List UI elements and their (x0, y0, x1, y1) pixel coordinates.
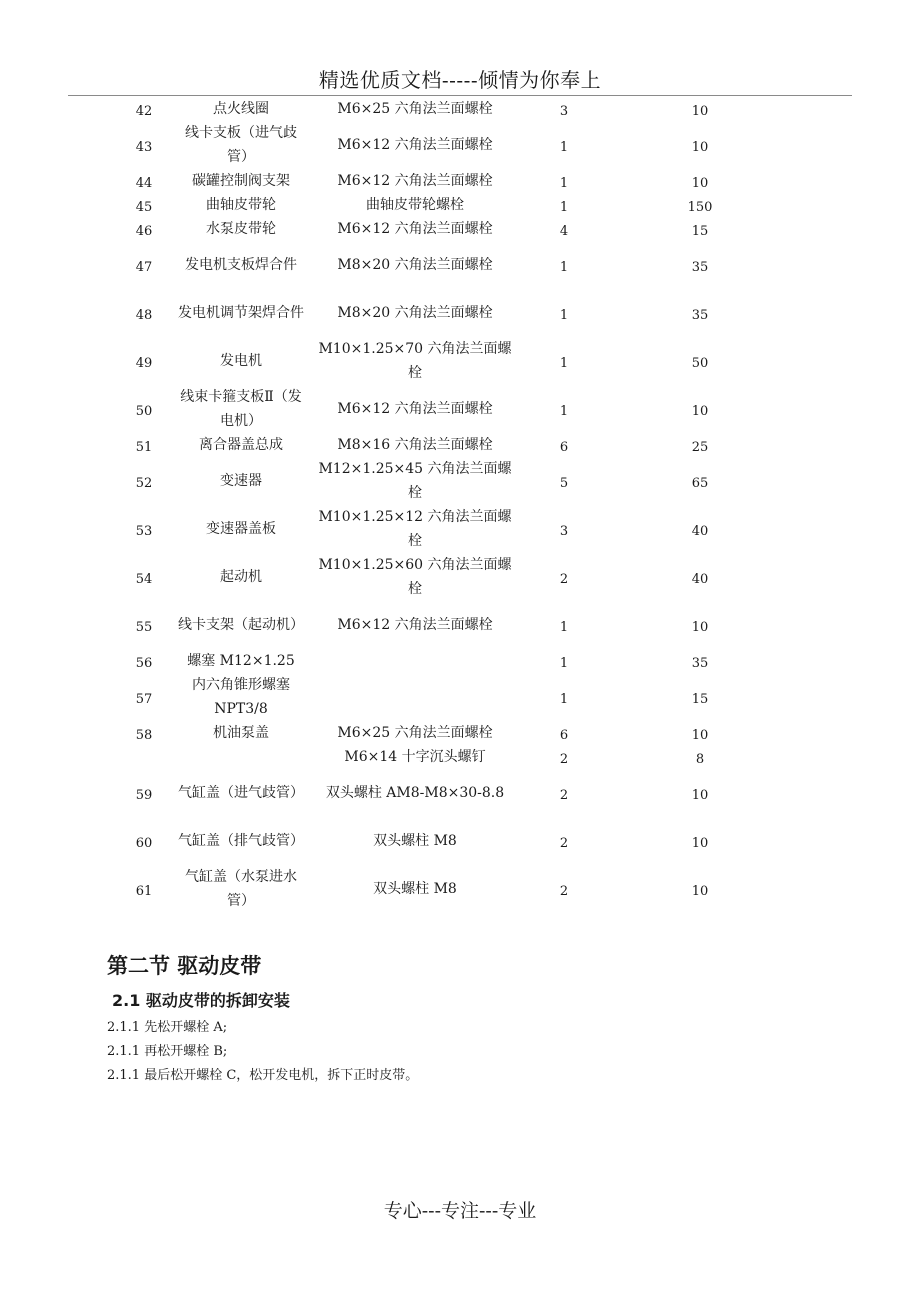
torque-value (660, 169, 740, 193)
quantity (536, 457, 592, 505)
torque-value-text: 35 (691, 308, 709, 323)
quantity (536, 553, 592, 601)
quantity-text: 2 (559, 572, 569, 587)
fastener-spec (312, 553, 518, 601)
part-name-text: 线束卡箍支板Ⅱ（发电机） (180, 389, 302, 429)
torque-value-text: 10 (691, 788, 709, 803)
torque-value-text: 10 (691, 620, 709, 635)
quantity-text: 5 (559, 476, 569, 491)
table-row (0, 601, 920, 649)
page-footer: 专心---专注---专业 (383, 1200, 537, 1222)
part-name-text: 气缸盖（进气歧管） (178, 785, 304, 801)
fastener-spec-text: M10×1.25×12 六角法兰面螺栓 (318, 509, 512, 549)
part-name-text: 机油泵盖 (213, 725, 269, 741)
torque-value-text: 50 (691, 356, 709, 371)
quantity (536, 337, 592, 385)
table-row (0, 217, 920, 241)
torque-value (660, 865, 740, 913)
row-number-text: 51 (135, 440, 153, 455)
torque-value-text: 10 (691, 104, 709, 119)
row-number-text: 55 (135, 620, 153, 635)
part-name (178, 721, 304, 745)
part-name (178, 865, 304, 913)
torque-value (660, 217, 740, 241)
fastener-spec (312, 457, 518, 505)
torque-value (660, 193, 740, 217)
part-name-text: 线卡支板（进气歧管） (185, 125, 297, 165)
fastener-spec-text: 曲轴皮带轮螺栓 (366, 197, 464, 213)
fastener-spec (312, 865, 518, 913)
row-number-text: 58 (135, 728, 153, 743)
fastener-spec-text: M8×16 六角法兰面螺栓 (337, 437, 493, 453)
torque-value (660, 505, 740, 553)
quantity-text: 4 (559, 224, 569, 239)
part-name (178, 169, 304, 193)
part-name-text: 变速器 (220, 473, 262, 489)
step-1: 2.1.1 先松开螺栓 A; (107, 1020, 228, 1035)
torque-value-text: 10 (691, 140, 709, 155)
fastener-spec-text: M6×25 六角法兰面螺栓 (337, 725, 493, 741)
torque-value-text: 40 (691, 524, 709, 539)
row-number (118, 97, 170, 121)
torque-value (660, 553, 740, 601)
row-number (118, 601, 170, 649)
torque-value-text: 35 (691, 260, 709, 275)
part-name (178, 649, 304, 673)
quantity-text: 1 (559, 620, 569, 635)
row-number-text: 53 (135, 524, 153, 539)
table-row (0, 769, 920, 817)
quantity-text: 2 (559, 884, 569, 899)
row-number-text: 46 (135, 224, 153, 239)
part-name-text: 起动机 (220, 569, 262, 585)
table-row (0, 649, 920, 673)
fastener-spec-text: M6×14 十字沉头螺钉 (344, 749, 486, 765)
part-name (178, 433, 304, 457)
fastener-spec (312, 385, 518, 433)
part-name (178, 97, 304, 121)
part-name (178, 745, 304, 769)
table-row (0, 385, 920, 433)
table-row (0, 193, 920, 217)
row-number-text: 54 (135, 572, 153, 587)
fastener-spec-text: M12×1.25×45 六角法兰面螺栓 (318, 461, 512, 501)
part-name (178, 217, 304, 241)
row-number (118, 121, 170, 169)
quantity (536, 769, 592, 817)
quantity (536, 217, 592, 241)
fastener-spec (312, 721, 518, 745)
row-number (118, 385, 170, 433)
table-row (0, 169, 920, 193)
quantity-text: 1 (559, 200, 569, 215)
torque-value-text: 15 (691, 224, 709, 239)
fastener-spec (312, 769, 518, 817)
torque-value-text: 8 (695, 752, 705, 767)
table-row (0, 817, 920, 865)
row-number-text: 49 (135, 356, 153, 371)
table-row (0, 673, 920, 721)
fastener-spec (312, 745, 518, 769)
fastener-spec (312, 241, 518, 289)
fastener-spec-text: M10×1.25×60 六角法兰面螺栓 (318, 557, 512, 597)
header-rule (68, 95, 852, 96)
table-row (0, 865, 920, 913)
fastener-spec (312, 193, 518, 217)
row-number (118, 337, 170, 385)
quantity (536, 649, 592, 673)
fastener-spec (312, 217, 518, 241)
torque-value-text: 35 (691, 656, 709, 671)
part-name (178, 769, 304, 817)
part-name (178, 241, 304, 289)
row-number (118, 745, 170, 769)
fastener-spec-text: 双头螺柱 AM8-M8×30-8.8 (325, 785, 505, 801)
row-number (118, 169, 170, 193)
row-number (118, 217, 170, 241)
table-row (0, 241, 920, 289)
fastener-spec (312, 169, 518, 193)
row-number-text: 43 (135, 140, 153, 155)
table-row (0, 457, 920, 505)
fastener-spec-text: M6×12 六角法兰面螺栓 (337, 221, 493, 237)
row-number (118, 457, 170, 505)
quantity-text: 6 (559, 728, 569, 743)
quantity (536, 193, 592, 217)
torque-value (660, 769, 740, 817)
fastener-spec (312, 289, 518, 337)
part-name-text: 发电机调节架焊合件 (178, 305, 304, 321)
fastener-spec (312, 817, 518, 865)
row-number (118, 193, 170, 217)
quantity-text: 1 (559, 140, 569, 155)
part-name-text: 变速器盖板 (206, 521, 276, 537)
torque-value (660, 385, 740, 433)
table-row (0, 433, 920, 457)
table-row (0, 505, 920, 553)
part-name-text: 线卡支架（起动机） (178, 617, 304, 633)
torque-value (660, 817, 740, 865)
fastener-spec-text: M8×20 六角法兰面螺栓 (337, 305, 493, 321)
table-row (0, 553, 920, 601)
quantity (536, 289, 592, 337)
row-number (118, 865, 170, 913)
torque-value-text: 10 (691, 404, 709, 419)
quantity-text: 2 (559, 836, 569, 851)
torque-value-text: 10 (691, 884, 709, 899)
row-number (118, 769, 170, 817)
quantity-text: 2 (559, 752, 569, 767)
quantity (536, 121, 592, 169)
torque-value-text: 40 (691, 572, 709, 587)
subsection-title: 2.1 驱动皮带的拆卸安装 (112, 991, 290, 1010)
part-name (178, 193, 304, 217)
torque-value-text: 65 (691, 476, 709, 491)
quantity-text: 3 (559, 104, 569, 119)
row-number-text: 61 (135, 884, 153, 899)
row-number-text: 57 (135, 692, 153, 707)
quantity-text: 1 (559, 356, 569, 371)
table-row (0, 97, 920, 121)
fastener-spec (312, 337, 518, 385)
torque-value (660, 121, 740, 169)
table-row (0, 289, 920, 337)
torque-value (660, 433, 740, 457)
torque-value-text: 25 (691, 440, 709, 455)
torque-value (660, 457, 740, 505)
part-name-text: 离合器盖总成 (199, 437, 283, 453)
row-number-text: 59 (135, 788, 153, 803)
row-number-text: 60 (135, 836, 153, 851)
fastener-spec-text: M6×25 六角法兰面螺栓 (337, 101, 493, 117)
section-title: 第二节 驱动皮带 (107, 954, 262, 978)
table-row (0, 121, 920, 169)
fastener-spec (312, 97, 518, 121)
torque-value (660, 337, 740, 385)
fastener-spec (312, 673, 518, 721)
fastener-spec-text: M10×1.25×70 六角法兰面螺栓 (318, 341, 512, 381)
page-header: 精选优质文档-----倾情为你奉上 (318, 68, 602, 92)
part-name-text: 水泵皮带轮 (206, 221, 276, 237)
quantity (536, 433, 592, 457)
torque-value-text: 15 (691, 692, 709, 707)
part-name (178, 121, 304, 169)
quantity (536, 241, 592, 289)
part-name (178, 673, 304, 721)
torque-value (660, 745, 740, 769)
torque-value (660, 289, 740, 337)
part-name-text: 螺塞 M12×1.25 (187, 653, 295, 669)
torque-value (660, 241, 740, 289)
part-name (178, 457, 304, 505)
fastener-spec (312, 433, 518, 457)
row-number (118, 433, 170, 457)
part-name-text: 发电机 (220, 353, 262, 369)
quantity (536, 673, 592, 721)
row-number (118, 649, 170, 673)
row-number-text: 47 (135, 260, 153, 275)
part-name-text: 发电机支板焊合件 (185, 257, 297, 273)
step-3: 2.1.1 最后松开螺栓 C，松开发电机，拆下正时皮带。 (107, 1068, 419, 1083)
fastener-spec-text: 双头螺柱 M8 (373, 881, 457, 897)
quantity-text: 1 (559, 308, 569, 323)
part-name-text: 气缸盖（排气歧管） (178, 833, 304, 849)
row-number-text: 45 (135, 200, 153, 215)
quantity-text: 6 (559, 440, 569, 455)
part-name (178, 817, 304, 865)
quantity (536, 601, 592, 649)
torque-value (660, 649, 740, 673)
torque-value (660, 97, 740, 121)
quantity-text: 3 (559, 524, 569, 539)
fastener-spec-text: M6×12 六角法兰面螺栓 (337, 617, 493, 633)
row-number (118, 289, 170, 337)
row-number-text: 44 (135, 176, 153, 191)
row-number (118, 721, 170, 745)
fastener-spec-text: M6×12 六角法兰面螺栓 (337, 173, 493, 189)
row-number (118, 241, 170, 289)
part-name-text: 曲轴皮带轮 (206, 197, 276, 213)
quantity (536, 817, 592, 865)
row-number-text: 42 (135, 104, 153, 119)
fastener-spec (312, 505, 518, 553)
torque-value-text: 10 (691, 176, 709, 191)
fastener-spec-text: M6×12 六角法兰面螺栓 (337, 137, 493, 153)
part-name-text: 点火线圈 (213, 101, 269, 117)
row-number-text: 52 (135, 476, 153, 491)
quantity-text: 2 (559, 788, 569, 803)
table-row (0, 721, 920, 745)
part-name (178, 553, 304, 601)
part-name (178, 385, 304, 433)
part-name-text: 气缸盖（水泵进水管） (185, 869, 297, 909)
row-number-text: 56 (135, 656, 153, 671)
row-number-text: 50 (135, 404, 153, 419)
fastener-spec-text: 双头螺柱 M8 (373, 833, 457, 849)
quantity (536, 97, 592, 121)
row-number (118, 673, 170, 721)
part-name-text: 碳罐控制阀支架 (192, 173, 290, 189)
row-number-text: 48 (135, 308, 153, 323)
quantity (536, 865, 592, 913)
torque-value (660, 601, 740, 649)
part-name (178, 337, 304, 385)
parts-table (0, 97, 920, 913)
fastener-spec-text: M6×12 六角法兰面螺栓 (337, 401, 493, 417)
fastener-spec (312, 121, 518, 169)
fastener-spec (312, 601, 518, 649)
quantity-text: 1 (559, 404, 569, 419)
quantity (536, 169, 592, 193)
torque-value-text: 10 (691, 728, 709, 743)
row-number (118, 553, 170, 601)
row-number (118, 505, 170, 553)
step-2: 2.1.1 再松开螺栓 B; (107, 1044, 228, 1059)
part-name (178, 505, 304, 553)
part-name (178, 601, 304, 649)
part-name (178, 289, 304, 337)
fastener-spec (312, 649, 518, 673)
part-name-text: 内六角锥形螺塞 NPT3/8 (192, 677, 290, 717)
torque-value (660, 673, 740, 721)
torque-value-text: 10 (691, 836, 709, 851)
fastener-spec-text: M8×20 六角法兰面螺栓 (337, 257, 493, 273)
table-row (0, 745, 920, 769)
quantity (536, 721, 592, 745)
quantity-text: 1 (559, 656, 569, 671)
torque-value (660, 721, 740, 745)
quantity-text: 1 (559, 692, 569, 707)
quantity (536, 505, 592, 553)
quantity-text: 1 (559, 176, 569, 191)
quantity (536, 385, 592, 433)
torque-value-text: 150 (687, 200, 713, 215)
row-number (118, 817, 170, 865)
quantity (536, 745, 592, 769)
quantity-text: 1 (559, 260, 569, 275)
table-row (0, 337, 920, 385)
